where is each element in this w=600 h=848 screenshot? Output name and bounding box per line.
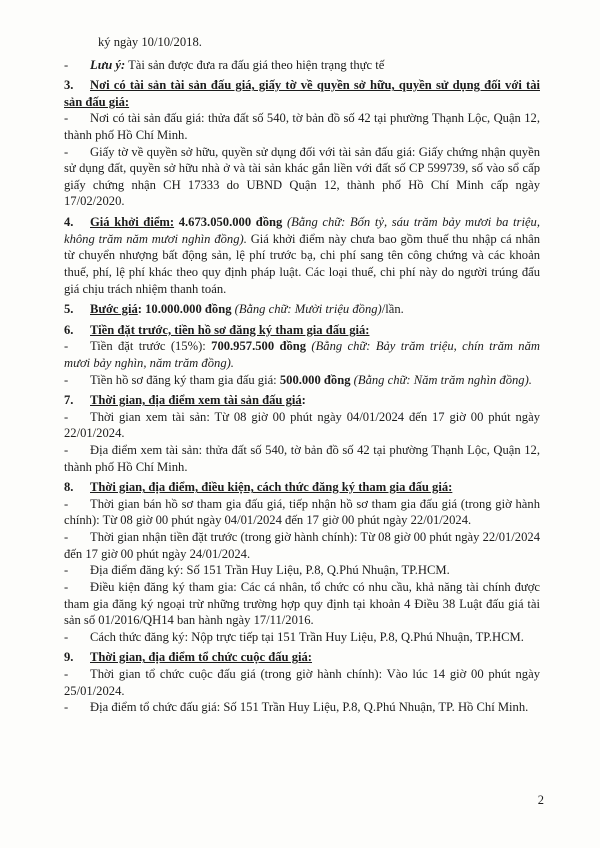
paragraph-text: Nơi có tài sản đấu giá: thửa đất số 540, tờ bản đồ số 42 tại phường Thạnh Lộc, Quận 12, thành phố Hồ Chí Minh. — [64, 111, 540, 143]
paragraph-text: Cách thức đăng ký: Nộp trực tiếp tại 151 Trần Huy Liệu, P.8, Q.Phú Nhuận, TP.HCM. — [90, 629, 524, 644]
bid-step-value: : 10.000.000 đồng — [137, 302, 232, 317]
section-9-heading — [64, 649, 540, 666]
dash-marker: - — [64, 443, 69, 458]
section-number: 4. — [64, 215, 74, 230]
amount-in-words: (Bằng chữ: Năm trăm nghìn đồng). — [350, 372, 532, 387]
section-number: 6. — [64, 322, 74, 337]
section-8-heading — [64, 479, 540, 496]
paragraph-text: Điều kiện đăng ký tham gia: Các cá nhân, tổ chức có nhu cầu, khả năng tài chính được tham gia đăng ký ngoại trừ những trường hợp quy định tại khoản 4 Điều 38 Luật đấu giá tài sản số 01/2016/QH14 ban hành ngày 17/11/2016. — [64, 579, 540, 628]
paragraph — [64, 110, 540, 143]
paragraph — [64, 579, 540, 629]
dash-marker: - — [64, 579, 69, 594]
paragraph-text: Thời gian bán hồ sơ tham gia đấu giá, tiếp nhận hồ sơ tham gia đấu giá (trong giờ hành chính): Từ 08 giờ 00 phút ngày 04/01/2024 đến 17 giờ 00 phút ngày 22/01/2024. — [64, 496, 540, 528]
section-3-heading — [64, 77, 540, 110]
dash-marker: - — [64, 530, 69, 545]
paragraph — [64, 666, 540, 699]
paragraph-text: Thời gian tổ chức cuộc đấu giá (trong giờ hành chính): Vào lúc 14 giờ 00 phút ngày 25/01/2024. — [64, 666, 540, 698]
paragraph-text: Địa điểm xem tài sản: thửa đất số 540, tờ bản đồ số 42 tại phường Thạnh Lộc, Quận 12, thành phố Hồ Chí Minh. — [64, 443, 540, 474]
section-number: 7. — [64, 393, 74, 408]
section-title: Tiền đặt trước, tiền hồ sơ đăng ký tham gia đấu giá: — [90, 322, 370, 337]
paragraph — [64, 372, 540, 389]
section-6-heading — [64, 322, 540, 339]
section-5-heading — [64, 301, 540, 318]
text-line: ký ngày 10/10/2018. — [98, 35, 202, 49]
section-number: 5. — [64, 302, 74, 317]
deposit-value: 700.957.500 đồng — [211, 339, 307, 354]
paragraph — [64, 144, 540, 210]
page-number: 2 — [537, 793, 544, 807]
dash-marker: - — [64, 563, 69, 578]
paragraph-text: Địa điểm đăng ký: Số 151 Trần Huy Liệu, P.8, Q.Phú Nhuận, TP.HCM. — [90, 563, 450, 578]
section-4-heading — [64, 214, 540, 297]
section-number: 8. — [64, 480, 74, 495]
paragraph — [64, 338, 540, 371]
section-title: Bước giá — [90, 302, 138, 317]
fee-value: 500.000 đồng — [279, 372, 351, 387]
paragraph — [64, 442, 540, 475]
paragraph — [64, 562, 540, 579]
paragraph-text: Giá khởi điểm này chưa bao gồm thuế thu nhập cá nhân từ chuyển nhượng bất động sản, lệ phí trước bạ, chi phí sang tên công chứng và các khoản thuế, phí, lệ phí khác theo quy định pháp luật. Các loại thuế, chi phí này do người trúng đấu giá chịu trách nhiệm thanh toán. — [64, 231, 541, 296]
note-text: Tài sản được đưa ra đấu giá theo hiện trạng thực tế — [125, 57, 385, 72]
section-number: 3. — [64, 78, 74, 93]
section-number: 9. — [64, 650, 74, 665]
dash-marker: - — [64, 666, 69, 681]
paragraph-text: Địa điểm tổ chức đấu giá: Số 151 Trần Huy Liệu, P.8, Q.Phú Nhuận, TP. Hồ Chí Minh. — [90, 700, 529, 715]
dash-marker: - — [64, 629, 69, 644]
amount-in-words: (Bằng chữ: Bảy trăm triệu, chín trăm năm mươi bảy nghìn, năm trăm đồng). — [64, 339, 540, 370]
section-title: Thời gian, địa điểm, điều kiện, cách thức đăng ký tham gia đấu giá: — [90, 480, 453, 495]
dash-marker: - — [64, 409, 69, 424]
dash-marker: - — [64, 144, 69, 159]
dash-marker: - — [64, 339, 69, 354]
section-7-heading — [64, 392, 540, 409]
paragraph — [64, 629, 540, 646]
paragraph-text: Tiền hồ sơ đăng ký tham gia đấu giá: — [90, 372, 280, 387]
paragraph — [64, 409, 540, 442]
section-title: Thời gian, địa điểm tổ chức cuộc đấu giá: — [90, 650, 312, 665]
section-title: Giá khởi điểm: — [90, 215, 175, 230]
note-line — [64, 57, 540, 74]
dash-marker: - — [64, 111, 69, 126]
dash-marker: - — [64, 496, 69, 511]
document-page — [64, 34, 540, 716]
dash-marker: - — [64, 57, 69, 72]
note-label: Lưu ý: — [90, 57, 126, 72]
paragraph-text: /lần. — [381, 302, 404, 317]
starting-price-value: 4.673.050.000 đồng — [174, 215, 283, 230]
paragraph-text: Giấy tờ về quyền sở hữu, quyền sử dụng đối với tài sản đấu giá: Giấy chứng nhận quyền sử dụng đất, quyền sở hữu nhà ở và tài sản khác gắn liền với đất số CP 599739, số vào sổ cấp giấy chứng nhận CH 17333 do UBND Quận 12, thành phố Hồ Chí Minh cấp ngày 17/02/2020. — [64, 144, 540, 209]
section-colon: : — [301, 393, 306, 408]
paragraph-text: Tiền đặt trước (15%): — [90, 339, 212, 354]
dash-marker: - — [64, 372, 69, 387]
paragraph — [64, 496, 540, 529]
paragraph — [64, 699, 540, 716]
paragraph-text: Thời gian xem tài sản: Từ 08 giờ 00 phút ngày 04/01/2024 đến 17 giờ 00 phút ngày 22/01/2024. — [64, 409, 540, 441]
section-title: Thời gian, địa điểm xem tài sản đấu giá — [90, 393, 302, 408]
amount-in-words: (Bằng chữ: Mười triệu đồng) — [231, 302, 382, 317]
amount-in-words: (Bằng chữ: Bốn tỷ, sáu trăm bảy mươi ba triệu, không trăm năm mươi nghìn đồng). — [64, 215, 540, 246]
paragraph-text: Thời gian nhận tiền đặt trước (trong giờ hành chính): Từ 08 giờ 00 phút ngày 22/01/2024 đến 17 giờ 00 phút ngày 24/01/2024. — [64, 530, 540, 561]
dash-marker: - — [64, 700, 69, 715]
paragraph — [64, 529, 540, 562]
section-title: Nơi có tài sản tài sản đấu giá, giấy tờ về quyền sở hữu, quyền sử dụng đối với tài sản đấu giá: — [64, 78, 540, 109]
